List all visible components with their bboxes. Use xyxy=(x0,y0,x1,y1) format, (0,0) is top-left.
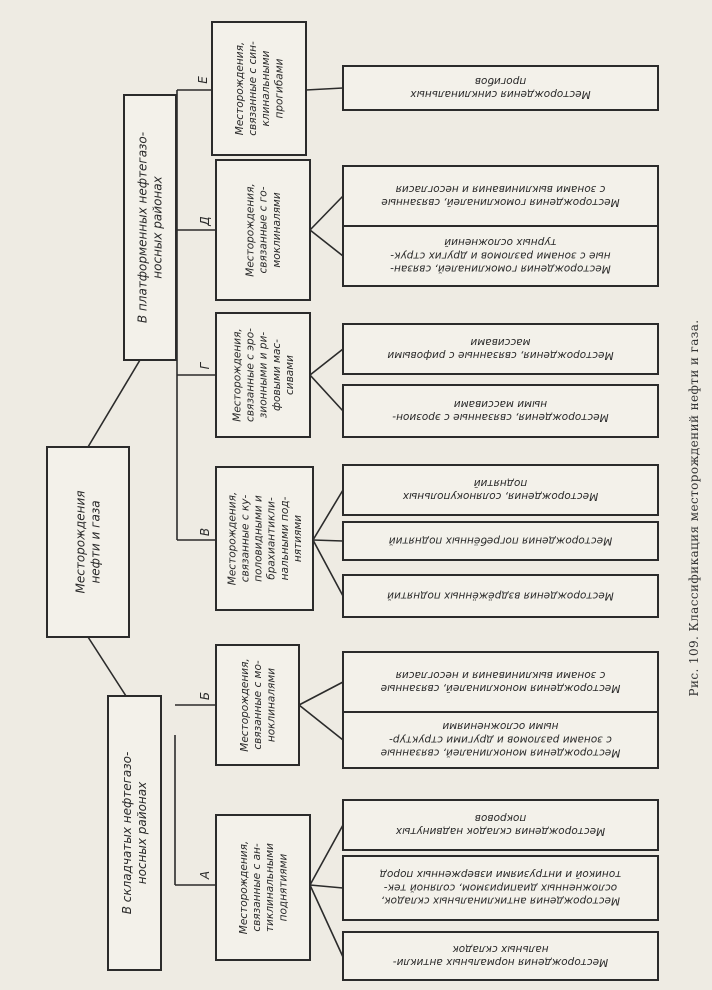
category-e-line: клинальными xyxy=(260,50,273,127)
leaf-v1 xyxy=(387,589,614,601)
category-d-line: Месторождения, xyxy=(244,183,257,277)
leaf-a1-line: Месторождения нормальных антикли- xyxy=(392,955,609,968)
label-v-text: В xyxy=(198,527,212,537)
leaf-v1-line: Месторождения вздрёжённых поднятий xyxy=(387,589,614,602)
category-b-line: ноклиналями xyxy=(265,667,278,743)
category-b xyxy=(239,658,277,751)
label-e xyxy=(196,76,210,84)
category-v-line: брахиантикли- xyxy=(265,497,278,580)
category-d-text xyxy=(245,183,283,276)
leaf-v2 xyxy=(389,534,613,546)
category-e-line: прогибами xyxy=(273,58,286,119)
leaf-v3-line: поднятий xyxy=(473,476,528,489)
label-v xyxy=(198,528,212,536)
root-node xyxy=(74,491,103,594)
leaf-d2-line: Месторождения гомоклиналей, связанные xyxy=(381,195,620,208)
category-v-line: связанные с ку- xyxy=(239,494,252,583)
category-b-text xyxy=(239,658,277,751)
leaf-d2-line: с зонами выклинивания и несогласия xyxy=(395,182,606,195)
category-v-line: половидными и xyxy=(252,495,265,582)
category-b-line: связанные с мо- xyxy=(252,660,265,750)
category-a-line: связанные с ан- xyxy=(251,843,264,932)
label-g-text: Г xyxy=(198,362,212,370)
category-g-line: Месторождения, xyxy=(231,328,244,422)
label-b-text: Б xyxy=(198,691,212,701)
category-e-line: связанные с син- xyxy=(247,41,260,136)
category-v-line: нятиями xyxy=(292,514,304,563)
leaf-b2-line: Месторождения моноклиналей, связанные xyxy=(380,681,621,694)
leaf-d2-text xyxy=(381,183,619,208)
leaf-a2 xyxy=(380,868,622,906)
leaf-d1-line: Месторождения гомоклиналей, связан- xyxy=(390,262,611,275)
category-g-line: сивами xyxy=(283,355,296,395)
leaf-e1-line: Месторождения синклинальных xyxy=(410,87,591,100)
leaf-g2-line: Месторождения, связанные с рифовыми xyxy=(387,348,614,361)
category-a-line: тиклинальными xyxy=(264,843,277,932)
group-folded-line: носных районах xyxy=(135,781,150,885)
leaf-b1-line: Месторождения моноклиналей, связанные xyxy=(380,746,621,759)
root-node-line: нефти и газа xyxy=(88,500,103,584)
label-d xyxy=(198,216,212,226)
category-d xyxy=(245,183,283,276)
label-e-text: Е xyxy=(196,76,210,84)
category-b-line: Месторождения, xyxy=(239,658,252,752)
category-a xyxy=(238,841,289,934)
leaf-v2-text xyxy=(389,534,613,546)
leaf-g1-line: Месторождения, связанные с эрозион- xyxy=(392,410,609,423)
leaf-d2 xyxy=(381,183,619,208)
leaf-b2-text xyxy=(381,669,621,694)
category-g-line: фовыми мас- xyxy=(270,339,283,411)
leaf-a2-line: тоникой и интрузиями изверженных пород xyxy=(379,868,622,881)
leaf-b2-line: с зонами выклинивания и несогласия xyxy=(395,668,606,681)
leaf-b2 xyxy=(381,669,621,694)
label-g xyxy=(198,361,212,369)
category-a-text xyxy=(238,841,289,934)
category-d-line: связанные с го- xyxy=(257,186,270,274)
caption xyxy=(687,320,701,697)
category-e-line: Месторождения, xyxy=(234,41,246,136)
caption-text: Рис. 109. Классификация месторождений нефти и газа. xyxy=(687,319,701,697)
label-b xyxy=(198,692,212,700)
category-v-line: нальными под- xyxy=(278,496,291,581)
connector-root-platform xyxy=(88,360,140,447)
leaf-a3-line: покровов xyxy=(474,811,527,824)
category-a-line: Месторождения, xyxy=(238,840,250,935)
root-node-text xyxy=(74,491,103,594)
category-v-line: Месторождения, xyxy=(226,491,239,586)
group-platform-line: В платформенных нефтегазо- xyxy=(135,131,150,324)
leaf-b1-line: с зонами разломов и другими структур- xyxy=(389,733,612,746)
leaf-a2-line: Месторождения антиклинальных складок, xyxy=(380,894,621,907)
category-g-line: связанные с эро- xyxy=(244,328,257,422)
leaf-v2-line: Месторождения погребённых поднятий xyxy=(388,534,613,547)
category-d-line: моклиналями xyxy=(270,192,283,268)
group-platform-line: носных районах xyxy=(150,176,165,279)
root-node-line: Месторождения xyxy=(73,490,88,594)
label-a-text: А xyxy=(198,870,212,880)
connector-root-folded xyxy=(88,637,126,696)
label-a xyxy=(198,871,212,880)
leaf-v3-line: Месторождения, солянокупольных xyxy=(402,489,599,502)
leaf-e1-line: прогибов xyxy=(474,74,527,87)
label-d-text: Д xyxy=(198,216,212,226)
category-a-line: поднятиями xyxy=(277,853,290,922)
leaf-d1-line: турных осложнений xyxy=(444,236,557,249)
leaf-a2-line: осложненных диапиризмом, соляной тек- xyxy=(383,881,618,894)
leaf-a2-text xyxy=(380,868,622,906)
group-folded-line: В складчатых нефтегазо- xyxy=(120,751,135,915)
leaf-a1-line: нальных складок xyxy=(452,942,549,955)
leaf-d1-line: ные с зонами разломов и других струк- xyxy=(390,249,611,262)
leaf-v1-text xyxy=(387,589,614,601)
category-g-line: зионными и ри- xyxy=(257,331,270,419)
leaf-g2-line: массивами xyxy=(470,335,531,348)
leaf-g1-line: ными массивами xyxy=(453,397,548,410)
leaf-a3-line: Месторождения складок надвинутых xyxy=(395,824,606,837)
leaf-b1-line: ными осложнениями xyxy=(442,720,559,733)
